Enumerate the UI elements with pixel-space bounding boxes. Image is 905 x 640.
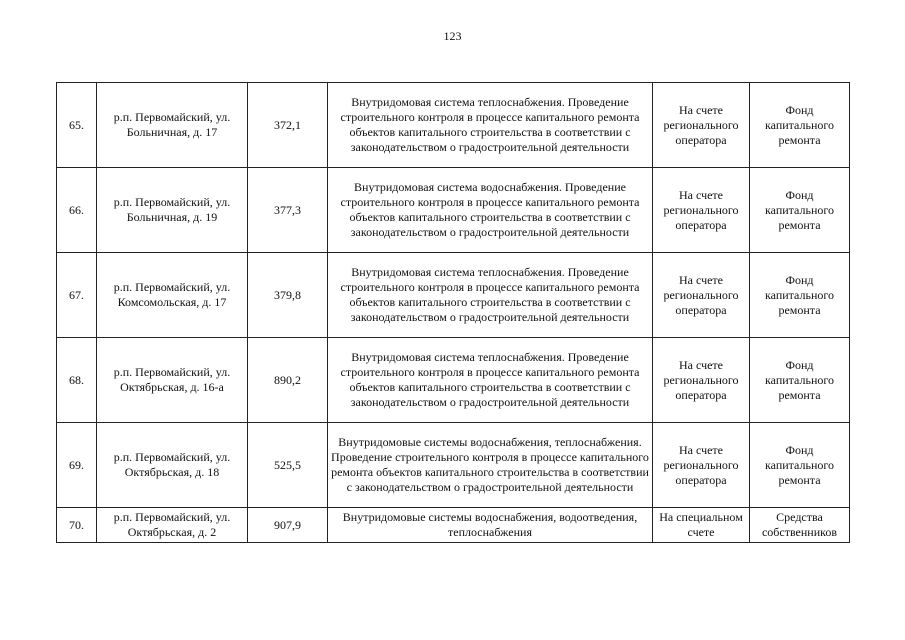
row-number: 70. (57, 508, 97, 543)
funding-cell: Средства собственников (750, 508, 850, 543)
table-row (57, 423, 850, 508)
row-number: 66. (57, 168, 97, 253)
works-cell: Внутридомовая система теплоснабжения. Проведение строительного контроля в процессе капитального ремонта объектов капитального строительства в соответствии с законодательством о градостроительной деятельности (328, 253, 653, 338)
area-cell: 372,1 (248, 83, 328, 168)
table-row (57, 338, 850, 423)
row-number: 68. (57, 338, 97, 423)
account-cell: На специальном счете (653, 508, 750, 543)
row-number: 69. (57, 423, 97, 508)
works-cell: Внутридомовая система водоснабжения. Проведение строительного контроля в процессе капитального ремонта объектов капитального строительства в соответствии с законодательством о градостроительной деятельности (328, 168, 653, 253)
funding-cell: Фонд капитального ремонта (750, 253, 850, 338)
works-cell: Внутридомовая система теплоснабжения. Проведение строительного контроля в процессе капитального ремонта объектов капитального строительства в соответствии с законодательством о градостроительной деятельности (328, 83, 653, 168)
table-row (57, 83, 850, 168)
address-cell: р.п. Первомайский, ул. Октябрьская, д. 18 (97, 423, 248, 508)
address-cell: р.п. Первомайский, ул. Комсомольская, д. 17 (97, 253, 248, 338)
works-cell: Внутридомовые системы водоснабжения, теплоснабжения. Проведение строительного контроля в процессе капитального ремонта объектов капитального строительства в соответствии с законодательством о градостроительной деятельности (328, 423, 653, 508)
row-number: 67. (57, 253, 97, 338)
funding-cell: Фонд капитального ремонта (750, 338, 850, 423)
address-cell: р.п. Первомайский, ул. Октябрьская, д. 16-а (97, 338, 248, 423)
account-cell: На счете регионального оператора (653, 338, 750, 423)
works-cell: Внутридомовая система теплоснабжения. Проведение строительного контроля в процессе капитального ремонта объектов капитального строительства в соответствии с законодательством о градостроительной деятельности (328, 338, 653, 423)
table-row (57, 253, 850, 338)
area-cell: 907,9 (248, 508, 328, 543)
address-cell: р.п. Первомайский, ул. Больничная, д. 17 (97, 83, 248, 168)
area-cell: 525,5 (248, 423, 328, 508)
row-number: 65. (57, 83, 97, 168)
account-cell: На счете регионального оператора (653, 168, 750, 253)
table-row (57, 508, 850, 543)
repair-program-table (56, 82, 850, 543)
account-cell: На счете регионального оператора (653, 83, 750, 168)
page-number: 123 (443, 29, 462, 43)
address-cell: р.п. Первомайский, ул. Октябрьская, д. 2 (97, 508, 248, 543)
area-cell: 890,2 (248, 338, 328, 423)
works-cell: Внутридомовые системы водоснабжения, водоотведения, теплоснабжения (328, 508, 653, 543)
funding-cell: Фонд капитального ремонта (750, 423, 850, 508)
account-cell: На счете регионального оператора (653, 423, 750, 508)
account-cell: На счете регионального оператора (653, 253, 750, 338)
funding-cell: Фонд капитального ремонта (750, 168, 850, 253)
table-row (57, 168, 850, 253)
funding-cell: Фонд капитального ремонта (750, 83, 850, 168)
address-cell: р.п. Первомайский, ул. Больничная, д. 19 (97, 168, 248, 253)
area-cell: 379,8 (248, 253, 328, 338)
area-cell: 377,3 (248, 168, 328, 253)
